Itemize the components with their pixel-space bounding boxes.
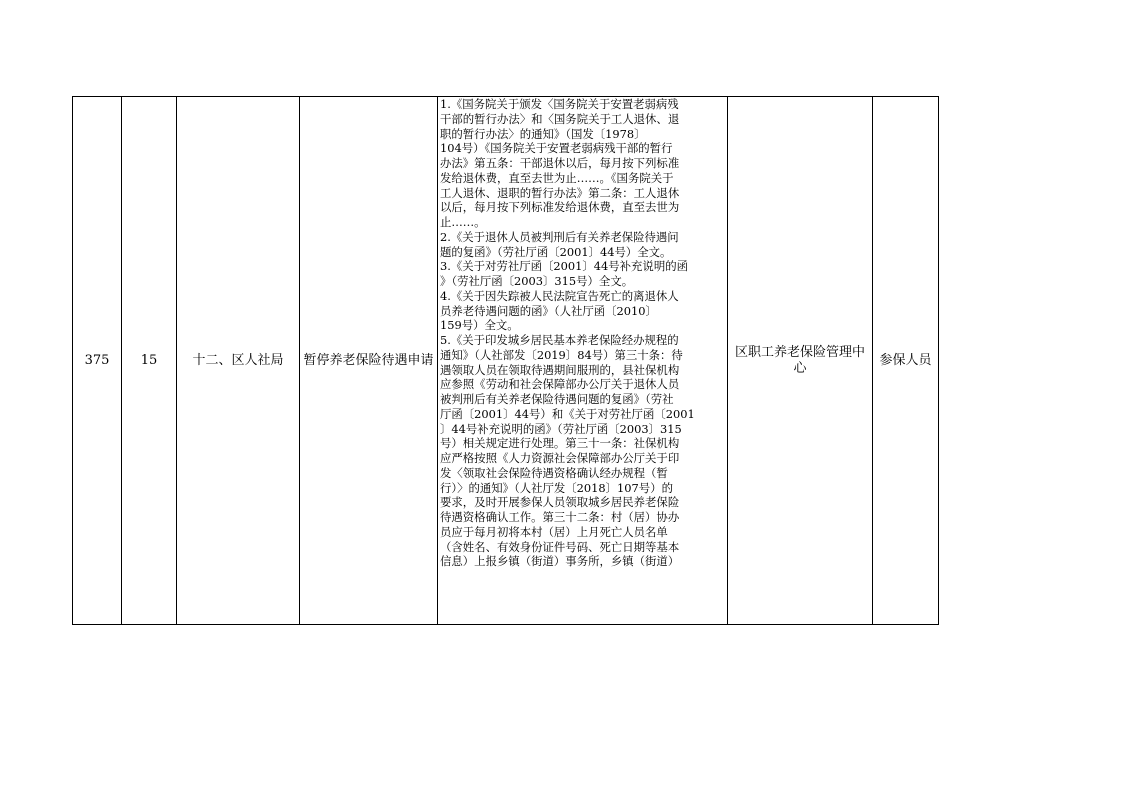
basis-line: 干部的暂行办法〉和〈国务院关于工人退休、退	[440, 111, 680, 126]
department-cell: 十二、区人社局	[177, 97, 300, 625]
basis-line: 3.《关于对劳社厅函〔2001〕44号补充说明的函	[440, 259, 688, 274]
basis-line: 通知》（人社部发〔2019〕84号）第三十条：待	[440, 347, 683, 362]
basis-line: 104号）《国务院关于安置老弱病残干部的暂行	[440, 141, 673, 156]
basis-line: 〕44号补充说明的函》（劳社厅函〔2003〕315	[440, 421, 682, 436]
basis-line: 员养老待遇问题的函》（人社厅函〔2010〕	[440, 303, 657, 318]
basis-line: 遇领取人员在领取待遇期间服刑的，县社保机构	[440, 362, 680, 377]
basis-line: 要求，及时开展参保人员领取城乡居民养老保险	[440, 495, 680, 510]
basis-line: 厅函〔2001〕44号）和《关于对劳社厅函〔2001	[440, 406, 695, 421]
basis-line: 题的复函》（劳社厅函〔2001〕44号）全文。	[440, 244, 672, 259]
basis-line: 行）〉的通知》（人社厅发〔2018〕107号）的	[440, 480, 673, 495]
responsible-unit-cell: 区职工养老保险管理中心	[728, 97, 873, 625]
basis-line: 信息）上报乡镇（街道）事务所，乡镇（街道）	[440, 554, 680, 569]
basis-line: 应参照《劳动和社会保障部办公厅关于退休人员	[440, 377, 680, 392]
basis-line: 发给退休费，直至去世为止……。《国务院关于	[440, 170, 674, 185]
basis-line: 发〈领取社会保险待遇资格确认经办规程（暂	[440, 465, 668, 480]
basis-line: 159号）全文。	[440, 318, 519, 333]
basis-line: 员应于每月初将本村（居）上月死亡人员名单	[440, 524, 668, 539]
basis-line: 1.《国务院关于颁发〈国务院关于安置老弱病残	[440, 97, 679, 111]
basis-line: 以后，每月按下列标准发给退休费，直至去世为	[440, 200, 680, 215]
basis-line: 工人退休、退职的暂行办法》第二条：工人退休	[440, 185, 680, 200]
basis-line: 2.《关于退休人员被判刑后有关养老保险待遇问	[440, 229, 679, 244]
seq-cell: 375	[73, 97, 122, 625]
basis-line: 4.《关于因失踪被人民法院宣告死亡的离退休人	[440, 288, 679, 303]
basis-line: 职的暂行办法〉的通知》（国发〔1978〕	[440, 126, 646, 141]
basis-line: 待遇资格确认工作。第三十二条：村（居）协办	[440, 510, 680, 524]
item-name-cell: 暂停养老保险待遇申请	[300, 97, 438, 625]
basis-line: 办法》第五条：干部退休以后，每月按下列标准	[440, 156, 680, 170]
basis-line: 5.《关于印发城乡居民基本养老保险经办规程的	[440, 333, 679, 347]
basis-line: （含姓名、有效身份证件号码、死亡日期等基本	[440, 539, 680, 554]
basis-line: 止……。	[440, 215, 486, 229]
basis-line: 被判刑后有关养老保险待遇问题的复函》（劳社	[440, 392, 674, 406]
service-item-table	[72, 96, 939, 625]
basis-line: 》（劳社厅函〔2003〕315号）全文。	[440, 274, 634, 288]
basis-line: 号）相关规定进行处理。第三十一条：社保机构	[440, 436, 680, 451]
legal-basis-cell	[438, 97, 728, 625]
target-cell: 参保人员	[873, 97, 939, 625]
basis-line: 应严格按照《人力资源社会保障部办公厅关于印	[440, 451, 680, 465]
sub-seq-cell: 15	[122, 97, 177, 625]
table-row	[73, 97, 939, 625]
